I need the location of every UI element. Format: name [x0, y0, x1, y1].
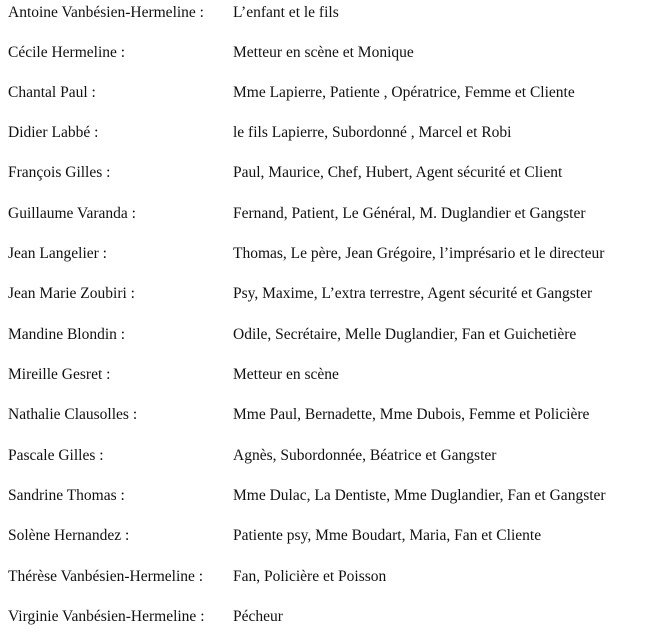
actor-name: Jean Langelier : — [8, 245, 107, 262]
cast-row — [0, 284, 647, 324]
actor-roles: Mme Dulac, La Dentiste, Mme Duglandier, Fan et Gangster — [233, 487, 606, 504]
cast-row — [0, 526, 647, 566]
cast-row — [0, 325, 647, 365]
actor-roles: Metteur en scène et Monique — [233, 44, 414, 61]
actor-name: Sandrine Thomas : — [8, 487, 125, 504]
actor-name: Mireille Gesret : — [8, 366, 111, 383]
actor-name: Nathalie Clausolles : — [8, 406, 138, 423]
cast-row — [0, 486, 647, 526]
actor-name: Cécile Hermeline : — [8, 44, 126, 61]
cast-row — [0, 567, 647, 607]
actor-roles: Fernand, Patient, Le Général, M. Duglandier et Gangster — [233, 205, 586, 222]
actor-roles: Metteur en scène — [233, 366, 339, 383]
cast-row — [0, 83, 647, 123]
actor-roles: L’enfant et le fils — [233, 4, 339, 21]
actor-roles: Fan, Policière et Poisson — [233, 568, 387, 585]
actor-name: Virginie Vanbésien-Hermeline : — [8, 608, 205, 625]
actor-roles: Mme Lapierre, Patiente , Opératrice, Femme et Cliente — [233, 84, 575, 101]
cast-row — [0, 43, 647, 83]
actor-name: Solène Hernandez : — [8, 527, 130, 544]
actor-roles: le fils Lapierre, Subordonné , Marcel et Robi — [233, 124, 512, 141]
actor-name: Pascale Gilles : — [8, 447, 104, 464]
actor-roles: Thomas, Le père, Jean Grégoire, l’imprésario et le directeur — [233, 245, 605, 262]
cast-row — [0, 446, 647, 486]
cast-row — [0, 123, 647, 163]
cast-row — [0, 607, 647, 631]
cast-row — [0, 365, 647, 405]
actor-name: Guillaume Varanda : — [8, 205, 136, 222]
cast-row — [0, 405, 647, 445]
actor-roles: Pécheur — [233, 608, 283, 625]
actor-name: François Gilles : — [8, 164, 111, 181]
actor-roles: Agnès, Subordonnée, Béatrice et Gangster — [233, 447, 497, 464]
actor-roles: Patiente psy, Mme Boudart, Maria, Fan et Cliente — [233, 527, 542, 544]
actor-name: Thérèse Vanbésien-Hermeline : — [8, 568, 204, 585]
actor-name: Didier Labbé : — [8, 124, 99, 141]
cast-row — [0, 244, 647, 284]
cast-row — [0, 3, 647, 43]
actor-name: Antoine Vanbésien-Hermeline : — [8, 4, 204, 21]
actor-name: Chantal Paul : — [8, 84, 96, 101]
actor-roles: Odile, Secrétaire, Melle Duglandier, Fan et Guichetière — [233, 326, 577, 343]
cast-row — [0, 163, 647, 203]
actor-roles: Paul, Maurice, Chef, Hubert, Agent sécurité et Client — [233, 164, 563, 181]
actor-roles: Mme Paul, Bernadette, Mme Dubois, Femme et Policière — [233, 406, 590, 423]
cast-row — [0, 204, 647, 244]
actor-roles: Psy, Maxime, L’extra terrestre, Agent sécurité et Gangster — [233, 285, 593, 302]
actor-name: Jean Marie Zoubiri : — [8, 285, 135, 302]
actor-name: Mandine Blondin : — [8, 326, 126, 343]
